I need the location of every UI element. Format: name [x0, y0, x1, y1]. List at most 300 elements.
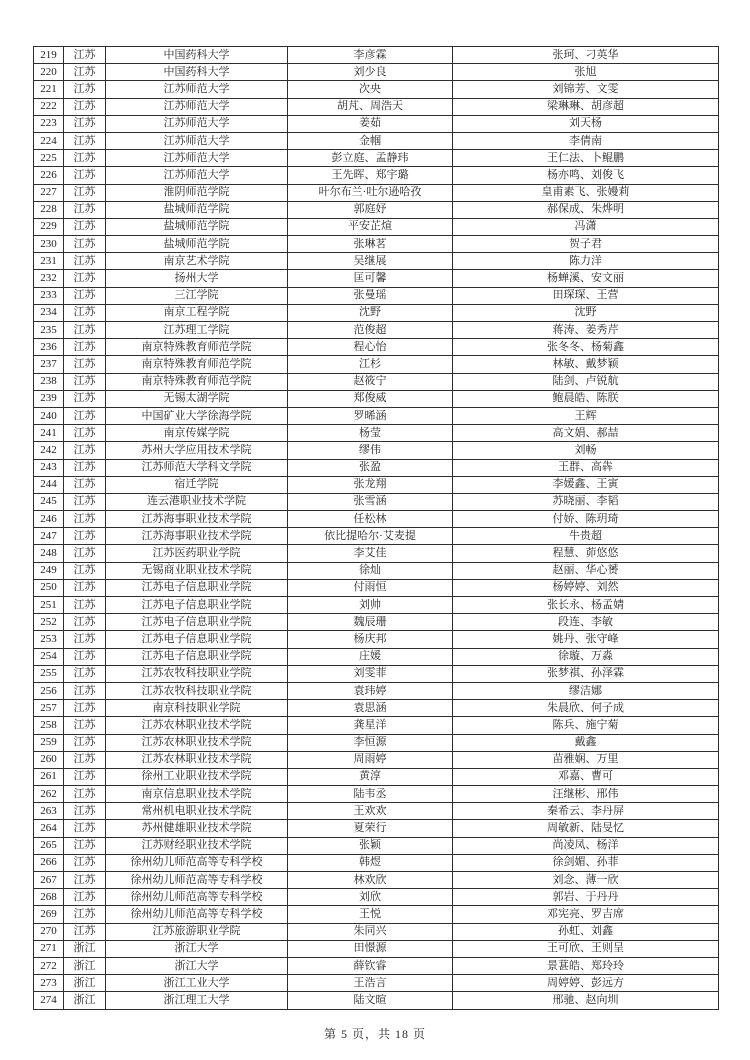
- teachers-cell: 陈力洋: [453, 253, 719, 270]
- province-cell: 江苏: [64, 476, 106, 493]
- province-cell: 江苏: [64, 528, 106, 545]
- school-cell: 江苏电子信息职业学院: [106, 579, 288, 596]
- table-row: [34, 803, 719, 820]
- teachers-cell: 周敏新、陆旻忆: [453, 820, 719, 837]
- table-row: [34, 854, 719, 871]
- school-cell: 江苏医药职业学院: [106, 545, 288, 562]
- row-number-cell: 250: [34, 579, 64, 596]
- student-name-cell: 刘雯菲: [288, 665, 453, 682]
- student-name-cell: 任松林: [288, 511, 453, 528]
- table-row: [34, 253, 719, 270]
- teachers-cell: 刘天杨: [453, 115, 719, 132]
- school-cell: 南京传媒学院: [106, 425, 288, 442]
- table-row: [34, 837, 719, 854]
- student-name-cell: 王先晖、郑宇璐: [288, 167, 453, 184]
- row-number-cell: 224: [34, 132, 64, 149]
- table-row: [34, 150, 719, 167]
- school-cell: 江苏师范大学: [106, 98, 288, 115]
- school-cell: 江苏电子信息职业学院: [106, 648, 288, 665]
- school-cell: 浙江大学: [106, 940, 288, 957]
- school-cell: 扬州大学: [106, 270, 288, 287]
- roster-table-body: [34, 47, 719, 1010]
- province-cell: 江苏: [64, 493, 106, 510]
- school-cell: 苏州大学应用技术学院: [106, 442, 288, 459]
- school-cell: 徐州工业职业技术学院: [106, 768, 288, 785]
- province-cell: 江苏: [64, 442, 106, 459]
- province-cell: 江苏: [64, 597, 106, 614]
- school-cell: 徐州幼儿师范高等专科学校: [106, 906, 288, 923]
- teachers-cell: 朱晨欣、何子成: [453, 700, 719, 717]
- teachers-cell: 皇甫素飞、张嫚莉: [453, 184, 719, 201]
- row-number-cell: 262: [34, 786, 64, 803]
- teachers-cell: 张梦祺、孙泽霖: [453, 665, 719, 682]
- table-row: [34, 356, 719, 373]
- student-name-cell: 杨庆邦: [288, 631, 453, 648]
- student-name-cell: 姜茹: [288, 115, 453, 132]
- teachers-cell: 赵丽、华心赟: [453, 562, 719, 579]
- school-cell: 江苏农牧科技职业学院: [106, 682, 288, 699]
- row-number-cell: 267: [34, 872, 64, 889]
- school-cell: 江苏农林职业技术学院: [106, 751, 288, 768]
- student-name-cell: 王浩言: [288, 975, 453, 992]
- teachers-cell: 刘畅: [453, 442, 719, 459]
- table-row: [34, 459, 719, 476]
- school-cell: 徐州幼儿师范高等专科学校: [106, 889, 288, 906]
- school-cell: 浙江大学: [106, 957, 288, 974]
- row-number-cell: 261: [34, 768, 64, 785]
- teachers-cell: 程慧、茆悠悠: [453, 545, 719, 562]
- province-cell: 江苏: [64, 98, 106, 115]
- school-cell: 南京特殊教育师范学院: [106, 339, 288, 356]
- table-row: [34, 768, 719, 785]
- province-cell: 江苏: [64, 253, 106, 270]
- row-number-cell: 259: [34, 734, 64, 751]
- table-row: [34, 407, 719, 424]
- province-cell: 江苏: [64, 218, 106, 235]
- school-cell: 江苏电子信息职业学院: [106, 597, 288, 614]
- teachers-cell: 李媛鑫、王寅: [453, 476, 719, 493]
- row-number-cell: 272: [34, 957, 64, 974]
- student-name-cell: 张曼瑶: [288, 287, 453, 304]
- student-name-cell: 郭庭妤: [288, 201, 453, 218]
- teachers-cell: 景葚皓、郑玲玲: [453, 957, 719, 974]
- row-number-cell: 241: [34, 425, 64, 442]
- row-number-cell: 274: [34, 992, 64, 1009]
- table-row: [34, 236, 719, 253]
- province-cell: 江苏: [64, 803, 106, 820]
- teachers-cell: 孙虹、刘鑫: [453, 923, 719, 940]
- teachers-cell: 王可欣、王则呈: [453, 940, 719, 957]
- province-cell: 江苏: [64, 47, 106, 64]
- province-cell: 江苏: [64, 837, 106, 854]
- row-number-cell: 273: [34, 975, 64, 992]
- province-cell: 江苏: [64, 64, 106, 81]
- school-cell: 江苏财经职业技术学院: [106, 837, 288, 854]
- province-cell: 江苏: [64, 889, 106, 906]
- row-number-cell: 269: [34, 906, 64, 923]
- school-cell: 常州机电职业技术学院: [106, 803, 288, 820]
- student-name-cell: 张雪涵: [288, 493, 453, 510]
- table-row: [34, 98, 719, 115]
- table-row: [34, 390, 719, 407]
- row-number-cell: 239: [34, 390, 64, 407]
- teachers-cell: 张旭: [453, 64, 719, 81]
- province-cell: 江苏: [64, 579, 106, 596]
- teachers-cell: 刘锦芳、文雯: [453, 81, 719, 98]
- student-name-cell: 林欢欣: [288, 872, 453, 889]
- student-name-cell: 陆文暄: [288, 992, 453, 1009]
- student-name-cell: 吴继展: [288, 253, 453, 270]
- row-number-cell: 249: [34, 562, 64, 579]
- student-name-cell: 叶尔布兰·吐尔逊哈孜: [288, 184, 453, 201]
- school-cell: 江苏海事职业技术学院: [106, 528, 288, 545]
- teachers-cell: 鲍晨皓、陈朕: [453, 390, 719, 407]
- row-number-cell: 248: [34, 545, 64, 562]
- row-number-cell: 226: [34, 167, 64, 184]
- school-cell: 连云港职业技术学院: [106, 493, 288, 510]
- teachers-cell: 汪继彬、邢伟: [453, 786, 719, 803]
- table-row: [34, 820, 719, 837]
- table-row: [34, 975, 719, 992]
- province-cell: 江苏: [64, 820, 106, 837]
- row-number-cell: 243: [34, 459, 64, 476]
- school-cell: 宿迁学院: [106, 476, 288, 493]
- province-cell: 江苏: [64, 734, 106, 751]
- province-cell: 江苏: [64, 631, 106, 648]
- row-number-cell: 245: [34, 493, 64, 510]
- row-number-cell: 246: [34, 511, 64, 528]
- teachers-cell: 王群、高犇: [453, 459, 719, 476]
- table-row: [34, 339, 719, 356]
- row-number-cell: 258: [34, 717, 64, 734]
- school-cell: 江苏师范大学科文学院: [106, 459, 288, 476]
- province-cell: 江苏: [64, 459, 106, 476]
- student-name-cell: 江杉: [288, 356, 453, 373]
- table-row: [34, 304, 719, 321]
- table-row: [34, 528, 719, 545]
- row-number-cell: 235: [34, 322, 64, 339]
- student-name-cell: 龚星洋: [288, 717, 453, 734]
- row-number-cell: 221: [34, 81, 64, 98]
- row-number-cell: 271: [34, 940, 64, 957]
- table-row: [34, 184, 719, 201]
- page-number-footer: 第 5 页，共 18 页: [323, 1027, 426, 1041]
- table-row: [34, 64, 719, 81]
- teachers-cell: 陈兵、施宁菊: [453, 717, 719, 734]
- row-number-cell: 229: [34, 218, 64, 235]
- table-row: [34, 511, 719, 528]
- student-name-cell: 刘帅: [288, 597, 453, 614]
- teachers-cell: 周婷婷、彭远方: [453, 975, 719, 992]
- row-number-cell: 242: [34, 442, 64, 459]
- school-cell: 江苏旅游职业学院: [106, 923, 288, 940]
- school-cell: 浙江工业大学: [106, 975, 288, 992]
- table-row: [34, 734, 719, 751]
- teachers-cell: 高文娟、郝喆: [453, 425, 719, 442]
- teachers-cell: 蒋涛、姜秀芹: [453, 322, 719, 339]
- student-name-cell: 周雨婷: [288, 751, 453, 768]
- province-cell: 江苏: [64, 150, 106, 167]
- teachers-cell: 王仁法、卜鲲鹏: [453, 150, 719, 167]
- province-cell: 江苏: [64, 132, 106, 149]
- province-cell: 江苏: [64, 270, 106, 287]
- teachers-cell: 王辉: [453, 407, 719, 424]
- province-cell: 江苏: [64, 322, 106, 339]
- school-cell: 盐城师范学院: [106, 218, 288, 235]
- table-row: [34, 115, 719, 132]
- student-name-cell: 张盈: [288, 459, 453, 476]
- row-number-cell: 265: [34, 837, 64, 854]
- student-name-cell: 徐灿: [288, 562, 453, 579]
- province-cell: 江苏: [64, 700, 106, 717]
- province-cell: 江苏: [64, 236, 106, 253]
- student-name-cell: 胡芃、周浩天: [288, 98, 453, 115]
- province-cell: 江苏: [64, 906, 106, 923]
- province-cell: 江苏: [64, 545, 106, 562]
- teachers-cell: 贺子君: [453, 236, 719, 253]
- student-name-cell: 田憬源: [288, 940, 453, 957]
- table-row: [34, 906, 719, 923]
- student-name-cell: 王悦: [288, 906, 453, 923]
- teachers-cell: 冯潇: [453, 218, 719, 235]
- school-cell: 江苏师范大学: [106, 115, 288, 132]
- school-cell: 淮阴师范学院: [106, 184, 288, 201]
- province-cell: 江苏: [64, 682, 106, 699]
- table-row: [34, 425, 719, 442]
- row-number-cell: 227: [34, 184, 64, 201]
- table-row: [34, 218, 719, 235]
- teachers-cell: 苏晓丽、李韬: [453, 493, 719, 510]
- student-name-cell: 袁思涵: [288, 700, 453, 717]
- student-name-cell: 张龙翔: [288, 476, 453, 493]
- province-cell: 江苏: [64, 339, 106, 356]
- row-number-cell: 253: [34, 631, 64, 648]
- province-cell: 江苏: [64, 373, 106, 390]
- teachers-cell: 牛贵超: [453, 528, 719, 545]
- row-number-cell: 266: [34, 854, 64, 871]
- row-number-cell: 256: [34, 682, 64, 699]
- table-row: [34, 631, 719, 648]
- row-number-cell: 232: [34, 270, 64, 287]
- row-number-cell: 255: [34, 665, 64, 682]
- table-row: [34, 751, 719, 768]
- row-number-cell: 264: [34, 820, 64, 837]
- province-cell: 浙江: [64, 957, 106, 974]
- province-cell: 江苏: [64, 356, 106, 373]
- student-name-cell: 刘少良: [288, 64, 453, 81]
- teachers-cell: 段连、李敏: [453, 614, 719, 631]
- province-cell: 浙江: [64, 975, 106, 992]
- province-cell: 江苏: [64, 304, 106, 321]
- table-row: [34, 287, 719, 304]
- province-cell: 江苏: [64, 648, 106, 665]
- row-number-cell: 225: [34, 150, 64, 167]
- table-row: [34, 717, 719, 734]
- table-row: [34, 562, 719, 579]
- table-row: [34, 940, 719, 957]
- row-number-cell: 223: [34, 115, 64, 132]
- teachers-cell: 林敏、戴梦颖: [453, 356, 719, 373]
- province-cell: 江苏: [64, 81, 106, 98]
- table-row: [34, 201, 719, 218]
- table-row: [34, 167, 719, 184]
- school-cell: 中国药科大学: [106, 64, 288, 81]
- row-number-cell: 233: [34, 287, 64, 304]
- table-row: [34, 700, 719, 717]
- table-row: [34, 270, 719, 287]
- school-cell: 苏州健雄职业技术学院: [106, 820, 288, 837]
- row-number-cell: 270: [34, 923, 64, 940]
- teachers-cell: 徐剑媚、孙菲: [453, 854, 719, 871]
- table-row: [34, 322, 719, 339]
- school-cell: 江苏农林职业技术学院: [106, 717, 288, 734]
- teachers-cell: 刘念、薄一欣: [453, 872, 719, 889]
- row-number-cell: 236: [34, 339, 64, 356]
- school-cell: 江苏师范大学: [106, 167, 288, 184]
- table-row: [34, 493, 719, 510]
- row-number-cell: 257: [34, 700, 64, 717]
- province-cell: 江苏: [64, 287, 106, 304]
- province-cell: 江苏: [64, 115, 106, 132]
- province-cell: 浙江: [64, 940, 106, 957]
- province-cell: 江苏: [64, 562, 106, 579]
- school-cell: 南京特殊教育师范学院: [106, 356, 288, 373]
- teachers-cell: 付娇、陈玥琦: [453, 511, 719, 528]
- teachers-cell: 姚丹、张守峰: [453, 631, 719, 648]
- row-number-cell: 252: [34, 614, 64, 631]
- school-cell: 南京信息职业技术学院: [106, 786, 288, 803]
- student-name-cell: 夏荣行: [288, 820, 453, 837]
- teachers-cell: 张冬冬、杨菊鑫: [453, 339, 719, 356]
- province-cell: 江苏: [64, 751, 106, 768]
- teachers-cell: 郝保成、朱烨明: [453, 201, 719, 218]
- school-cell: 三江学院: [106, 287, 288, 304]
- student-name-cell: 薛钦睿: [288, 957, 453, 974]
- teachers-cell: 邓宪亮、罗吉席: [453, 906, 719, 923]
- row-number-cell: 260: [34, 751, 64, 768]
- table-row: [34, 614, 719, 631]
- student-name-cell: 次央: [288, 81, 453, 98]
- row-number-cell: 240: [34, 407, 64, 424]
- student-name-cell: 刘欣: [288, 889, 453, 906]
- province-cell: 江苏: [64, 872, 106, 889]
- student-name-cell: 张琳茗: [288, 236, 453, 253]
- student-name-cell: 张颖: [288, 837, 453, 854]
- table-row: [34, 579, 719, 596]
- teachers-cell: 尚凌凤、杨洋: [453, 837, 719, 854]
- row-number-cell: 263: [34, 803, 64, 820]
- table-row: [34, 648, 719, 665]
- school-cell: 盐城师范学院: [106, 201, 288, 218]
- student-name-cell: 杨莹: [288, 425, 453, 442]
- student-name-cell: 袁玮婷: [288, 682, 453, 699]
- school-cell: 徐州幼儿师范高等专科学校: [106, 872, 288, 889]
- student-name-cell: 罗晞涵: [288, 407, 453, 424]
- school-cell: 江苏农牧科技职业学院: [106, 665, 288, 682]
- teachers-cell: 田琛琛、王营: [453, 287, 719, 304]
- school-cell: 江苏理工学院: [106, 322, 288, 339]
- table-row: [34, 992, 719, 1009]
- table-row: [34, 597, 719, 614]
- table-row: [34, 132, 719, 149]
- table-row: [34, 373, 719, 390]
- school-cell: 盐城师范学院: [106, 236, 288, 253]
- student-name-cell: 程心怡: [288, 339, 453, 356]
- school-cell: 无锡太湖学院: [106, 390, 288, 407]
- province-cell: 江苏: [64, 201, 106, 218]
- province-cell: 江苏: [64, 614, 106, 631]
- school-cell: 江苏海事职业技术学院: [106, 511, 288, 528]
- teachers-cell: 戴鑫: [453, 734, 719, 751]
- table-row: [34, 545, 719, 562]
- school-cell: 徐州幼儿师范高等专科学校: [106, 854, 288, 871]
- student-name-cell: 彭立庭、孟静玮: [288, 150, 453, 167]
- school-cell: 中国矿业大学徐海学院: [106, 407, 288, 424]
- school-cell: 江苏农林职业技术学院: [106, 734, 288, 751]
- student-name-cell: 陆韦丞: [288, 786, 453, 803]
- province-cell: 江苏: [64, 407, 106, 424]
- student-name-cell: 王欢欢: [288, 803, 453, 820]
- table-row: [34, 665, 719, 682]
- teachers-cell: 张珂、刁英华: [453, 47, 719, 64]
- school-cell: 江苏师范大学: [106, 81, 288, 98]
- province-cell: 江苏: [64, 786, 106, 803]
- row-number-cell: 230: [34, 236, 64, 253]
- row-number-cell: 219: [34, 47, 64, 64]
- row-number-cell: 244: [34, 476, 64, 493]
- table-row: [34, 682, 719, 699]
- table-row: [34, 786, 719, 803]
- school-cell: 南京特殊教育师范学院: [106, 373, 288, 390]
- student-name-cell: 庄媛: [288, 648, 453, 665]
- school-cell: 江苏电子信息职业学院: [106, 614, 288, 631]
- province-cell: 江苏: [64, 390, 106, 407]
- row-number-cell: 220: [34, 64, 64, 81]
- school-cell: 南京工程学院: [106, 304, 288, 321]
- student-name-cell: 平安芷煊: [288, 218, 453, 235]
- student-name-cell: 魏辰珊: [288, 614, 453, 631]
- province-cell: 江苏: [64, 167, 106, 184]
- teachers-cell: 秦希云、李丹屏: [453, 803, 719, 820]
- row-number-cell: 237: [34, 356, 64, 373]
- school-cell: 浙江理工大学: [106, 992, 288, 1009]
- school-cell: 江苏电子信息职业学院: [106, 631, 288, 648]
- row-number-cell: 268: [34, 889, 64, 906]
- table-row: [34, 47, 719, 64]
- school-cell: 江苏师范大学: [106, 132, 288, 149]
- row-number-cell: 247: [34, 528, 64, 545]
- province-cell: 江苏: [64, 665, 106, 682]
- row-number-cell: 251: [34, 597, 64, 614]
- teachers-cell: 杨婷婷、刘然: [453, 579, 719, 596]
- student-name-cell: 沈野: [288, 304, 453, 321]
- teachers-cell: 陆剑、卢锐航: [453, 373, 719, 390]
- student-name-cell: 朱同兴: [288, 923, 453, 940]
- school-cell: 无锡商业职业技术学院: [106, 562, 288, 579]
- teachers-cell: 缪洁娜: [453, 682, 719, 699]
- student-name-cell: 黄淳: [288, 768, 453, 785]
- student-name-cell: 郑俊威: [288, 390, 453, 407]
- teachers-cell: 徐璇、万淼: [453, 648, 719, 665]
- province-cell: 江苏: [64, 184, 106, 201]
- table-row: [34, 957, 719, 974]
- student-name-cell: 赵筱宁: [288, 373, 453, 390]
- teachers-cell: 张长永、杨孟婧: [453, 597, 719, 614]
- teachers-cell: 李倩南: [453, 132, 719, 149]
- school-cell: 南京艺术学院: [106, 253, 288, 270]
- student-name-cell: 范俊超: [288, 322, 453, 339]
- province-cell: 江苏: [64, 923, 106, 940]
